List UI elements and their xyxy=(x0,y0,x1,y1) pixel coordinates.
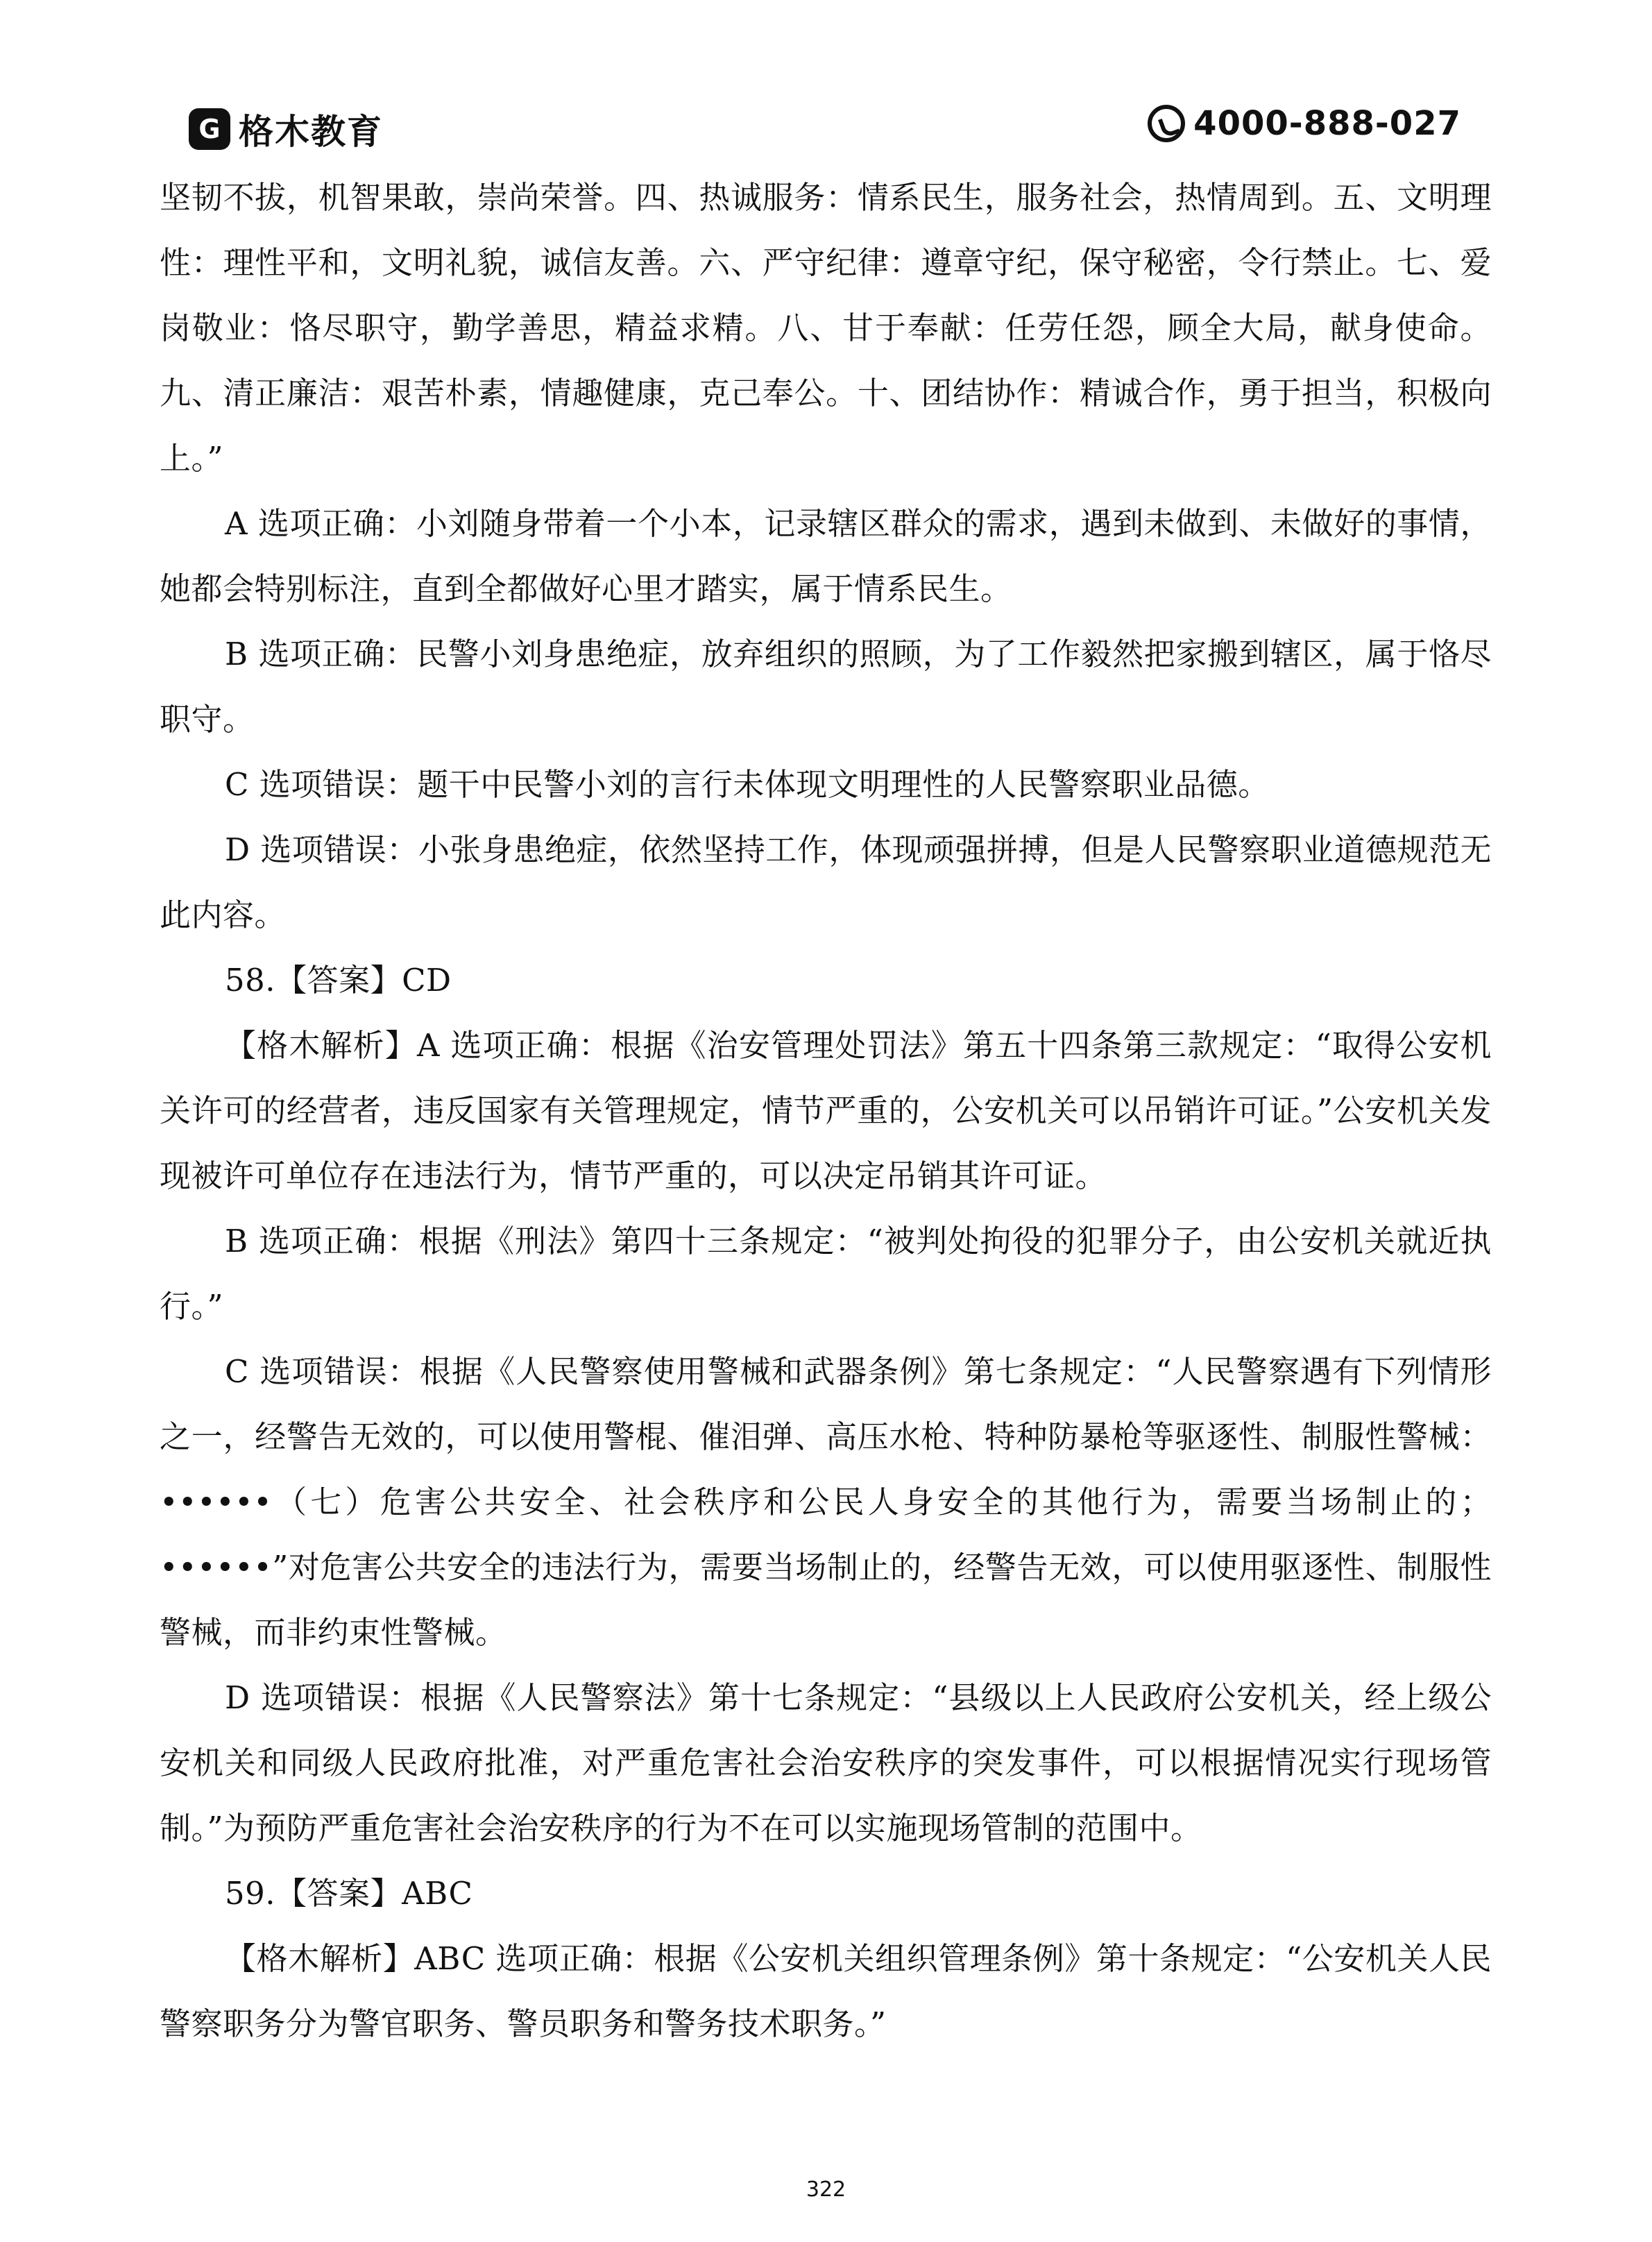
paragraph: A 选项正确：小刘随身带着一个小本，记录辖区群众的需求，遇到未做到、未做好的事情，她都会特别标注，直到全都做好心里才踏实，属于情系民生。 xyxy=(160,505,1492,607)
paragraph: B 选项正确：民警小刘身患绝症，放弃组织的照顾，为了工作毅然把家搬到辖区，属于恪尽职守。 xyxy=(160,636,1492,738)
hotline-number: 4000-888-027 xyxy=(1193,104,1461,143)
brand xyxy=(189,104,383,154)
brand-name: 格木教育 xyxy=(239,112,383,152)
paragraph: 坚韧不拔，机智果敢，崇尚荣誉。四、热诚服务：情系民生，服务社会，热情周到。五、文明理性：理性平和，文明礼貌，诚信友善。六、严守纪律：遵章守纪，保守秘密，令行禁止。七、爱岗敬业：恪尽职守，勤学善思，精益求精。八、甘于奉献：任劳任怨，顾全大局，献身使命。九、清正廉洁：艰苦朴素，情趣健康，克己奉公。十、团结协作：精诚合作，勇于担当，积极向上。” xyxy=(160,179,1492,477)
paragraph: C 选项错误：根据《人民警察使用警械和武器条例》第七条规定：“人民警察遇有下列情形之一，经警告无效的，可以使用警棍、催泪弹、高压水枪、特种防暴枪等驱逐性、制服性警械：••••••（七）危害公共安全、社会秩序和公民人身安全的其他行为，需要当场制止的；••••••”对危害公共安全的违法行为，需要当场制止的，经警告无效，可以使用驱逐性、制服性警械，而非约束性警械。 xyxy=(160,1353,1492,1651)
document-body xyxy=(160,165,1492,2057)
hotline xyxy=(1148,104,1461,143)
paragraph: 【格木解析】ABC 选项正确：根据《公安机关组织管理条例》第十条规定：“公安机关人民警察职务分为警官职务、警员职务和警务技术职务。” xyxy=(160,1940,1492,2042)
phone-icon xyxy=(1148,105,1185,142)
paragraph: D 选项错误：小张身患绝症，依然坚持工作，体现顽强拼搏，但是人民警察职业道德规范无此内容。 xyxy=(160,831,1492,933)
paragraph: 【格木解析】A 选项正确：根据《治安管理处罚法》第五十四条第三款规定：“取得公安机关许可的经营者，违反国家有关管理规定，情节严重的，公安机关可以吊销许可证。”公安机关发现被许可单位存在违法行为，情节严重的，可以决定吊销其许可证。 xyxy=(160,1027,1492,1194)
paragraph: C 选项错误：题干中民警小刘的言行未体现文明理性的人民警察职业品德。 xyxy=(225,766,1270,803)
paragraph: B 选项正确：根据《刑法》第四十三条规定：“被判处拘役的犯罪分子，由公安机关就近执行。” xyxy=(160,1223,1492,1325)
answer-heading: 58.【答案】CD xyxy=(225,962,452,999)
brand-logo-icon: G xyxy=(189,108,230,150)
page-header xyxy=(189,97,1461,160)
answer-heading: 59.【答案】ABC xyxy=(225,1875,473,1912)
page-number: 322 xyxy=(806,2177,846,2202)
paragraph: D 选项错误：根据《人民警察法》第十七条规定：“县级以上人民政府公安机关，经上级公安机关和同级人民政府批准，对严重危害社会治安秩序的突发事件，可以根据情况实行现场管制。”为预防严重危害社会治安秩序的行为不在可以实施现场管制的范围中。 xyxy=(160,1679,1492,1846)
